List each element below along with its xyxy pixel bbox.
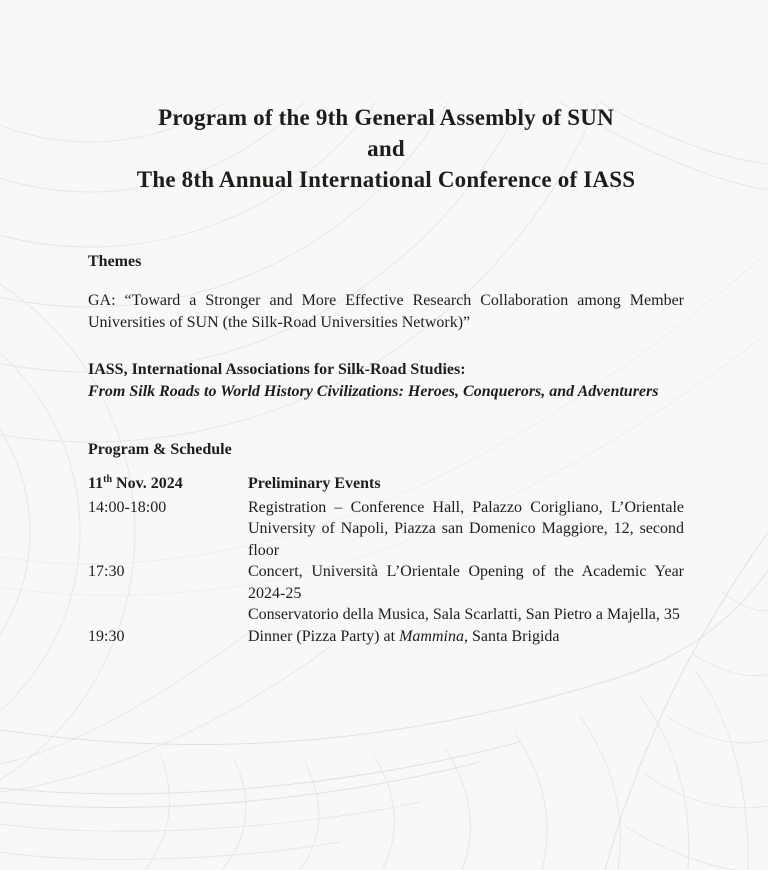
program-schedule-heading: Program & Schedule <box>88 441 232 458</box>
document-title <box>88 102 684 195</box>
iass-theme-block <box>88 359 684 402</box>
venue-name: Mammina <box>399 627 464 645</box>
date-ordinal: th <box>103 474 113 485</box>
title-line-1: Program of the 9th General Assembly of SUN <box>158 105 614 130</box>
schedule-date <box>88 473 248 497</box>
schedule-table <box>88 473 684 647</box>
schedule-row <box>88 497 684 562</box>
schedule-section-title: Preliminary Events <box>248 475 381 492</box>
iass-theme-title: IASS, International Associations for Silk-Road Studies: <box>88 361 466 378</box>
event-time: 14:00-18:00 <box>88 498 167 516</box>
date-day: 11 <box>88 475 104 492</box>
event-description: Concert, Università L’Orientale Opening of the Academic Year 2024-25 <box>248 563 684 602</box>
iass-theme-subtitle: From Silk Roads to World History Civilizations: Heroes, Conquerors, and Adventurers <box>88 382 659 400</box>
event-description: Registration – Conference Hall, Palazzo Corigliano, L’Orientale University of Napoli, Piazza san Domenico Maggiore, 12, second floor <box>248 498 684 559</box>
event-description-post: , Santa Brigida <box>463 627 560 645</box>
program-page <box>0 102 768 647</box>
schedule-row <box>88 561 684 604</box>
schedule-row-date <box>88 473 684 497</box>
event-description-pre: Dinner (Pizza Party) at <box>248 627 400 645</box>
date-rest: Nov. 2024 <box>112 475 183 492</box>
event-description: Conservatorio della Musica, Sala Scarlatti, San Pietro a Majella, 35 <box>248 606 680 623</box>
event-time: 19:30 <box>88 627 125 645</box>
event-description <box>248 626 684 648</box>
event-time <box>88 604 248 626</box>
event-time: 17:30 <box>88 563 125 580</box>
schedule-row <box>88 626 684 648</box>
schedule-row <box>88 604 684 626</box>
title-line-2: and <box>367 136 405 161</box>
title-line-3: The 8th Annual International Conference of IASS <box>136 167 636 192</box>
ga-theme-paragraph: GA: “Toward a Stronger and More Effective Research Collaboration among Member Universities of SUN (the Silk-Road Universities Network)” <box>88 292 684 331</box>
themes-heading: Themes <box>88 253 142 270</box>
